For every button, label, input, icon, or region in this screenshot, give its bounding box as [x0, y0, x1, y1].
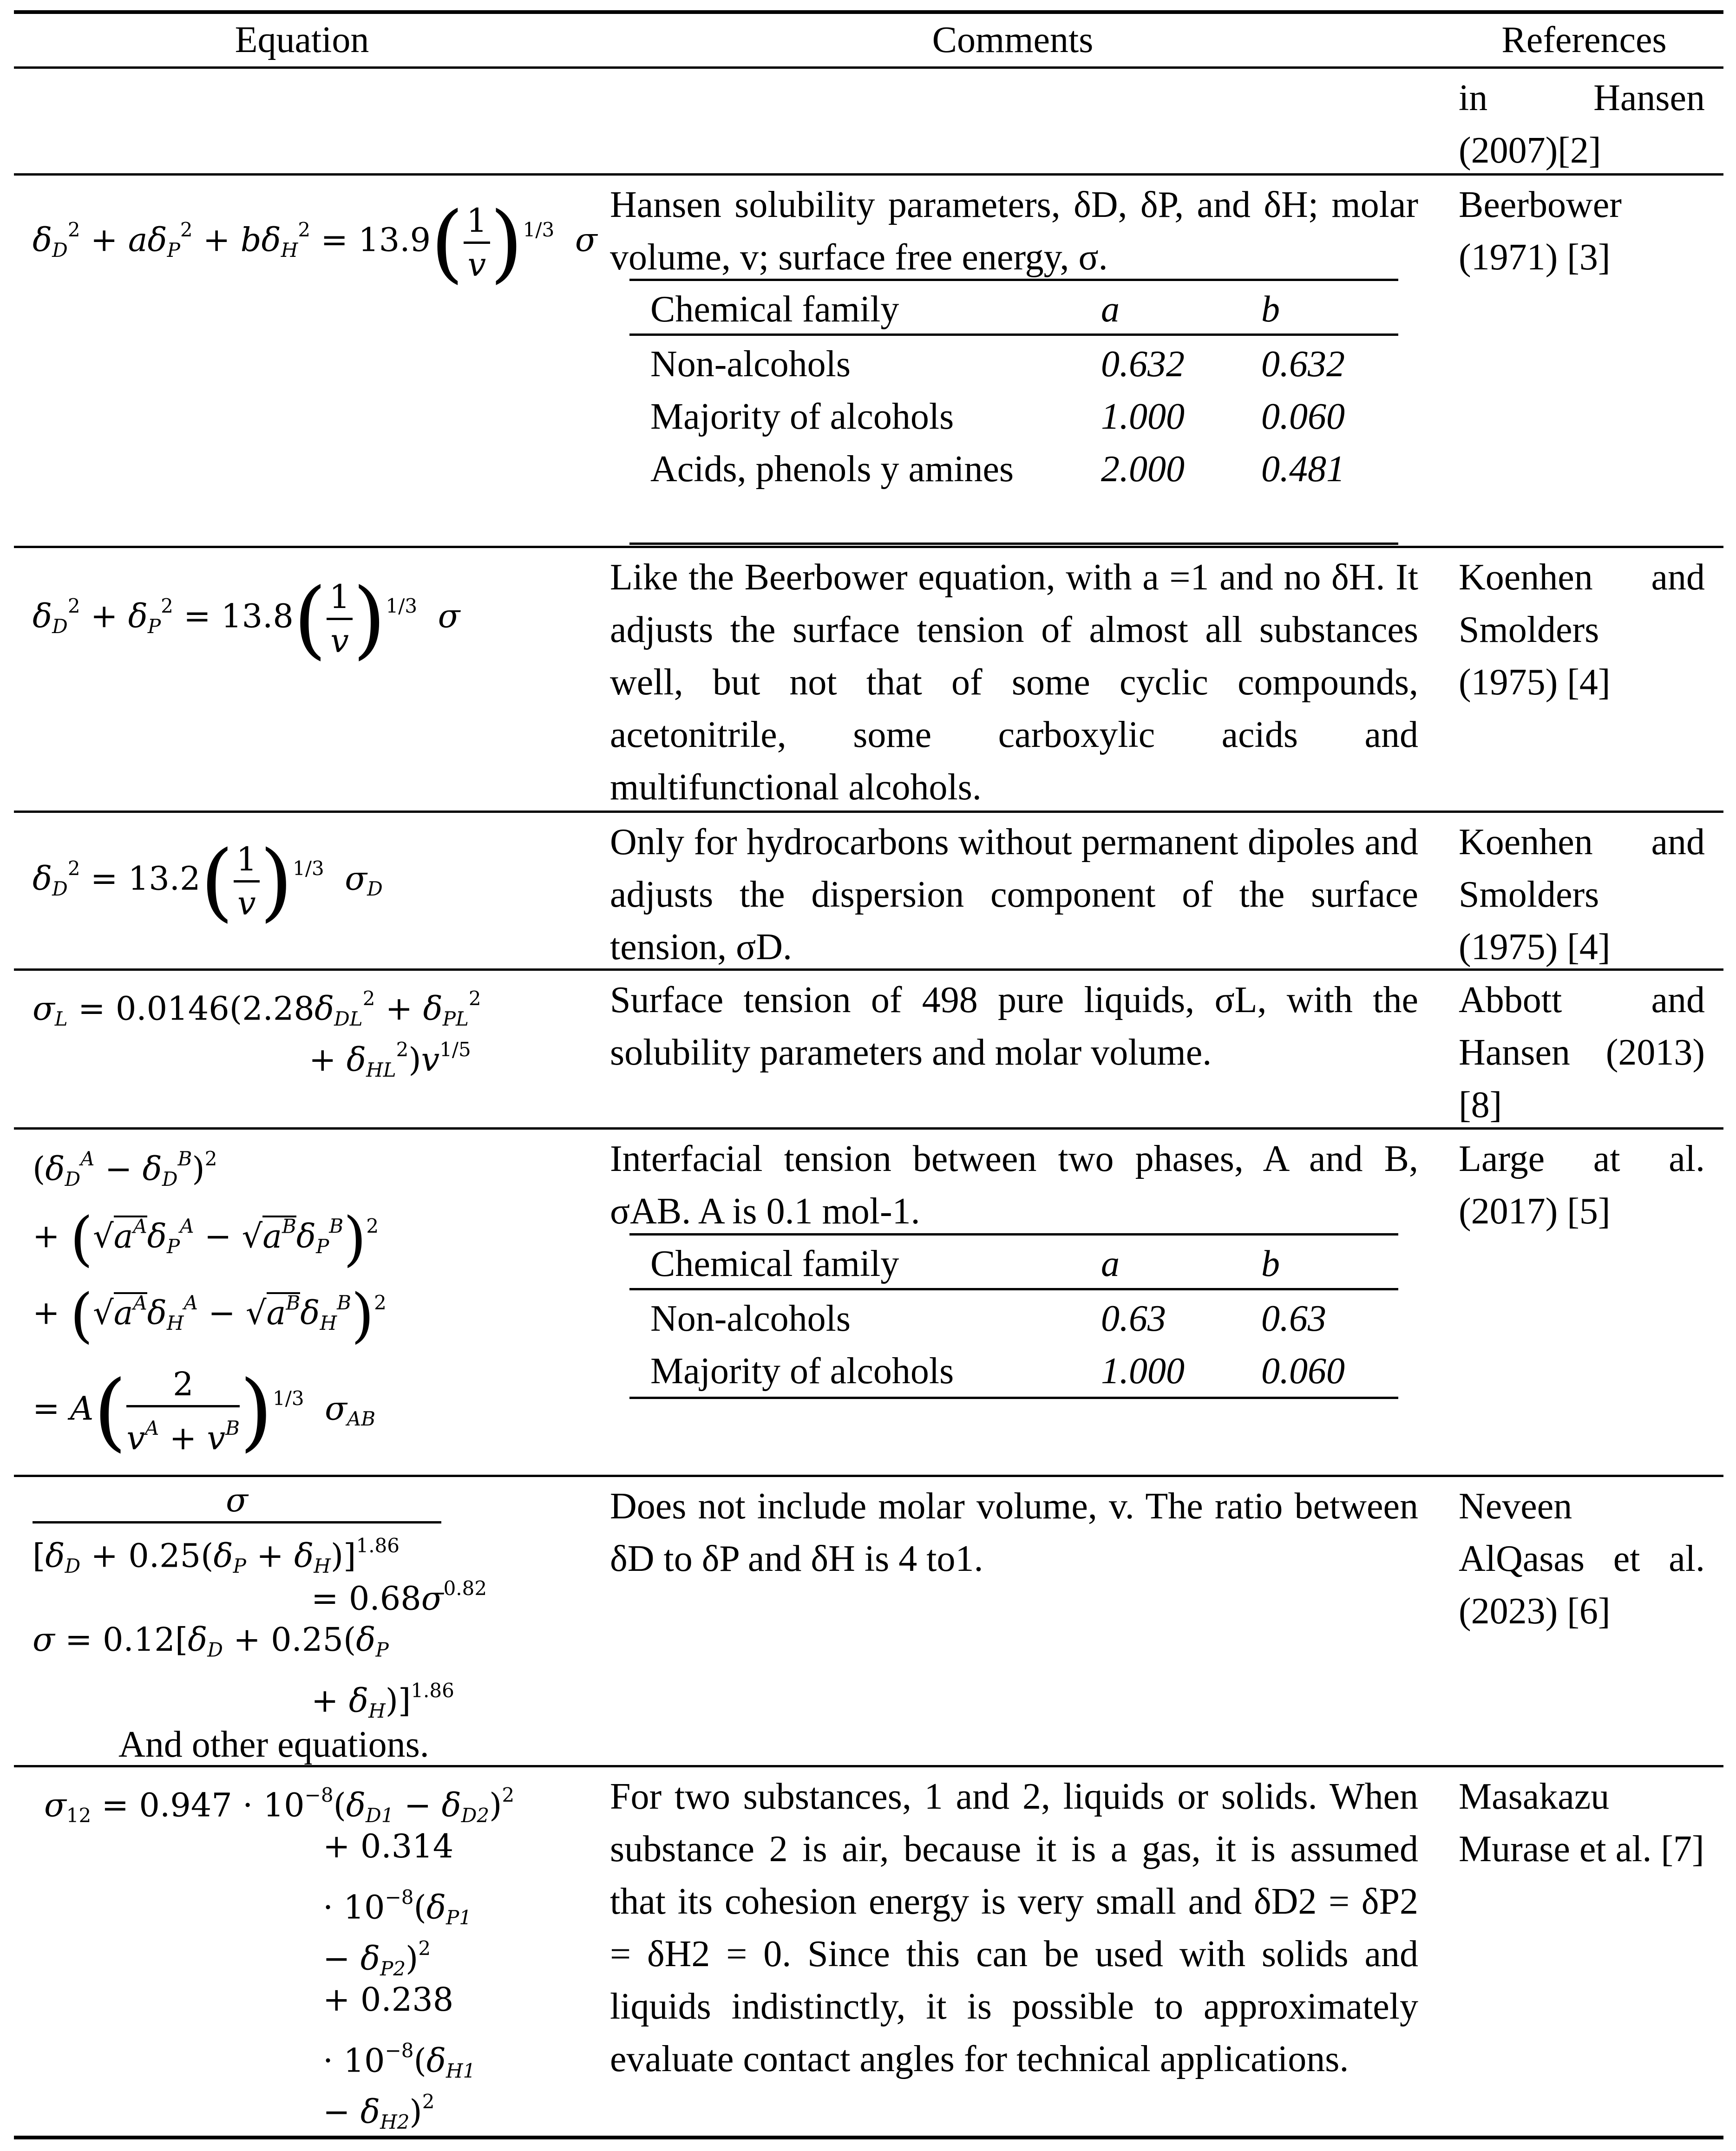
- equation-large-line2: + $(√a^A\delta_P^A - √a^B\delta_P^B)^2$: [33, 1204, 379, 1273]
- subtable-a: 2.000: [1101, 449, 1185, 490]
- equation-constant: 13.2: [128, 859, 201, 898]
- header-rule: [14, 66, 1723, 69]
- equation-coefficient: 2.28: [242, 989, 314, 1028]
- reference-cell: Masakazu Murase et al. [7]: [1459, 1776, 1704, 1870]
- subtable-b: 0.632: [1261, 344, 1345, 385]
- equation-murase-line5: + 0.238: [323, 1981, 454, 2019]
- comment-cell: Like the Beerbower equation, with a =1 and no δH. It adjusts the surface tension of almost all substances well, but not that of some cyclic compounds, acetonitrile, some carboxylic acids and multifunctional alcohols.: [610, 557, 1418, 808]
- reference-cell: Large at al. (2017) [5]: [1459, 1138, 1705, 1232]
- comment-cell: Surface tension of 498 pure liquids, σL, with the solubility parameters and molar volume.: [610, 980, 1418, 1073]
- equation-fraction-denominator: $[\delta_D + 0.25(\delta_P + \delta_H)]^{1.86}$: [33, 1534, 400, 1578]
- subtable-a: 1.000: [1101, 396, 1185, 437]
- comment-cell: Hansen solubility parameters, δD, δP, and δH; molar volume, v; surface free energy, σ.: [610, 184, 1418, 278]
- subtable-family: Majority of alcohols: [650, 1351, 954, 1392]
- equation-alqasas-line2: = $0.68\sigma^{0.82}$: [311, 1577, 487, 1618]
- subtable-a: 1.000: [1101, 1351, 1185, 1392]
- equation-fraction-numerator: σ: [33, 1479, 441, 1523]
- subtable-family: Non-alcohols: [650, 344, 851, 385]
- equation-abbott-line2: + $\delta_{HL}^2)v^{1/5}$: [309, 1038, 471, 1082]
- equation-coefficient: 0.12: [102, 1621, 175, 1659]
- subtable-header-family: Chemical family: [650, 1243, 899, 1284]
- row-rule: [14, 546, 1723, 548]
- subtable-header-a: a: [1101, 1243, 1120, 1284]
- equation-murase-line3: · $10^{-8}(\delta_{P1}$: [323, 1886, 472, 1929]
- comment-cell: Only for hydrocarbons without permanent dipoles and adjusts the dispersion component of the surface tension, σD.: [610, 822, 1418, 968]
- equation-alqasas-line3: $\sigma = 0.12[\delta_D + 0.25(\delta_P$: [33, 1621, 389, 1661]
- top-rule: [14, 10, 1723, 14]
- equation-note: And other equations.: [118, 1724, 429, 1765]
- subtable-bottom-rule: [629, 1397, 1398, 1399]
- subtable-b: 0.481: [1261, 449, 1345, 490]
- comment-cell: For two substances, 1 and 2, liquids or solids. When substance 2 is air, because it is a gas, it is assumed that its cohesion energy is very small and δD2 = δP2 = δH2 = 0. Since this can be used with solids and liquids indistinctly, it is possible to approximately evaluate contact angles for technical applications.: [610, 1776, 1418, 2079]
- subtable-header-b: b: [1261, 289, 1280, 330]
- bottom-rule: [14, 2136, 1723, 2139]
- header-references: References: [1501, 20, 1667, 60]
- subtable-b: 0.060: [1261, 396, 1345, 437]
- equation-murase-line2: + 0.314: [323, 1827, 454, 1865]
- subtable-header-rule: [629, 333, 1398, 336]
- subtable-header-family: Chemical family: [650, 289, 899, 330]
- equation-murase-line1: $\sigma_{12} = 0.947 \cdot 10^{-8}(\delta_{D1} - \delta_{D2})^2$: [44, 1784, 515, 1827]
- subtable-header-rule: [629, 1288, 1398, 1290]
- equation-large-line3: + $(√a^A\delta_H^A - √a^B\delta_H^B)^2$: [33, 1281, 387, 1350]
- subtable-header-b: b: [1261, 1243, 1280, 1284]
- equation-coefficient: 0.314: [360, 1827, 454, 1865]
- reference-cell: Beerbower (1971) [3]: [1459, 184, 1622, 278]
- subtable-large: [629, 1233, 1398, 1398]
- subtable-family: Acids, phenols y amines: [650, 449, 1014, 490]
- reference-cell: in Hansen (2007)[2]: [1459, 78, 1705, 171]
- subtable-top-rule: [629, 1233, 1398, 1236]
- equation-constant: 13.8: [221, 597, 294, 635]
- row-rule: [14, 1475, 1723, 1477]
- comment-cell: Interfacial tension between two phases, A and B, σAB. A is 0.1 mol-1.: [610, 1138, 1418, 1232]
- equation-beerbower: $\delta_D^2 + a\delta_P^2 + b\delta_H^2 = 13.9$( $\frac{1}{v}$ )$^{1/3}$ σ: [33, 193, 597, 292]
- equation-coefficient: 0.947: [139, 1786, 232, 1824]
- reference-cell: Neveen AlQasas et al. (2023) [6]: [1459, 1486, 1705, 1632]
- equation-constant: 0.0146: [115, 989, 229, 1028]
- equation-murase-line4: − $\delta_{P2})^2$: [323, 1937, 431, 1981]
- subtable-beerbower: [629, 279, 1398, 543]
- equation-koenhen-1: $\delta_D^2 + \delta_P^2 = 13.8$( $\frac{1}{v}$ )$^{1/3}$ σ: [33, 569, 460, 668]
- subtable-a: 0.63: [1101, 1298, 1166, 1339]
- reference-cell: Abbott and Hansen (2013)[8]: [1459, 980, 1705, 1125]
- subtable-family: Majority of alcohols: [650, 396, 954, 437]
- subtable-b: 0.060: [1261, 1351, 1345, 1392]
- equation-coefficient: 0.238: [360, 1981, 454, 2019]
- equation-murase-line6: · $10^{-8}(\delta_{H1}$: [323, 2039, 476, 2083]
- subtable-bottom-rule: [629, 543, 1398, 545]
- reference-cell: Koenhen and Smolders (1975) [4]: [1459, 822, 1705, 968]
- subtable-top-rule: [629, 279, 1398, 281]
- equation-large-line1: $(\delta_D^A - \delta_D^B)^2$: [33, 1147, 217, 1191]
- equation-constant: 13.9: [358, 221, 431, 259]
- equation-large-line4: = A( $\frac{2}{v^A + v^B}$ )$^{1/3}$ $\sigma_{AB}$: [33, 1362, 376, 1461]
- equation-abbott-line1: $\sigma_L = 0.0146(2.28\delta_{DL}^2 + \delta_{PL}^2$: [33, 987, 481, 1031]
- equation-alqasas-line4: + $\delta_H)]^{1.86}$: [311, 1679, 454, 1723]
- subtable-family: Non-alcohols: [650, 1298, 851, 1339]
- subtable-header-a: a: [1101, 289, 1120, 330]
- header-comments: Comments: [932, 20, 1094, 60]
- comment-cell: Does not include molar volume, v. The ratio between δD to δP and δH is 4 to1.: [610, 1486, 1418, 1579]
- subtable-b: 0.63: [1261, 1298, 1326, 1339]
- equation-murase-line7: − $\delta_{H2})^2$: [323, 2090, 435, 2134]
- header-equation: Equation: [235, 20, 369, 60]
- equation-constant: 0.68: [348, 1579, 421, 1618]
- subtable-a: 0.632: [1101, 344, 1185, 385]
- equation-koenhen-2: $\delta_D^2 = 13.2$( $\frac{1}{v}$ )$^{1/3}$ $\sigma_D$: [33, 832, 383, 931]
- reference-cell: Koenhen and Smolders (1975) [4]: [1459, 557, 1705, 703]
